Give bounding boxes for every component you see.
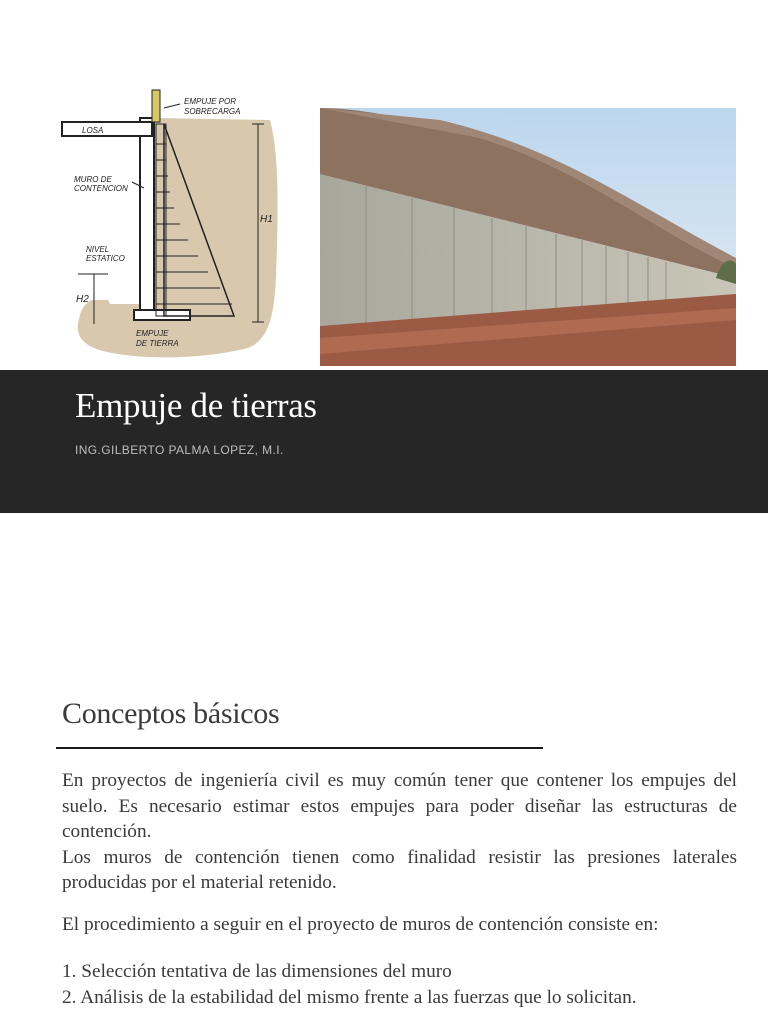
retaining-wall-photo [320,108,736,366]
step-1: 1. Selección tentativa de las dimensiones del muro [62,961,452,982]
label-muro-1: MURO DE [74,175,112,184]
label-h1: H1 [260,214,273,225]
label-nivel-1: NIVEL [86,245,110,254]
heading-underline [56,747,543,749]
author-name: ING.GILBERTO PALMA LOPEZ, M.I. [75,443,284,457]
label-losa: LOSA [82,126,104,135]
slab [62,122,152,136]
label-sobrecarga-2: SOBRECARGA [184,107,241,116]
paragraph-3: El procedimiento a seguir en el proyecto de muros de contención consiste en: [62,913,659,935]
title-banner [0,370,768,513]
step-2: 2. Análisis de la estabilidad del mismo frente a las fuerzas que lo solicitan. [62,986,637,1008]
section-heading: Conceptos básicos [62,697,280,730]
soil-area [78,118,278,357]
label-h2: H2 [76,294,89,305]
paragraph-1: En proyectos de ingeniería civil es muy común tener que contener los empujes del suelo. Es necesario estimar estos empujes para poder diseñar las estructuras de contención. [62,770,737,842]
label-muro-2: CONTENCION [74,184,128,193]
paragraph-2: Los muros de contención tienen como finalidad resistir las presiones laterales producidas por el material retenido. [62,846,737,893]
post [152,90,160,122]
label-empuje-2: DE TIERRA [136,339,179,348]
body-text [62,768,737,1010]
label-empuje-1: EMPUJE [136,329,169,338]
retaining-wall-sketch [48,78,284,360]
content-slide [0,513,768,1024]
presentation-title: Empuje de tierras [75,386,317,425]
label-sobrecarga-1: EMPUJE POR [184,97,237,106]
label-nivel-2: ESTATICO [86,254,125,263]
footing [134,310,190,320]
wall-stem [140,118,154,314]
